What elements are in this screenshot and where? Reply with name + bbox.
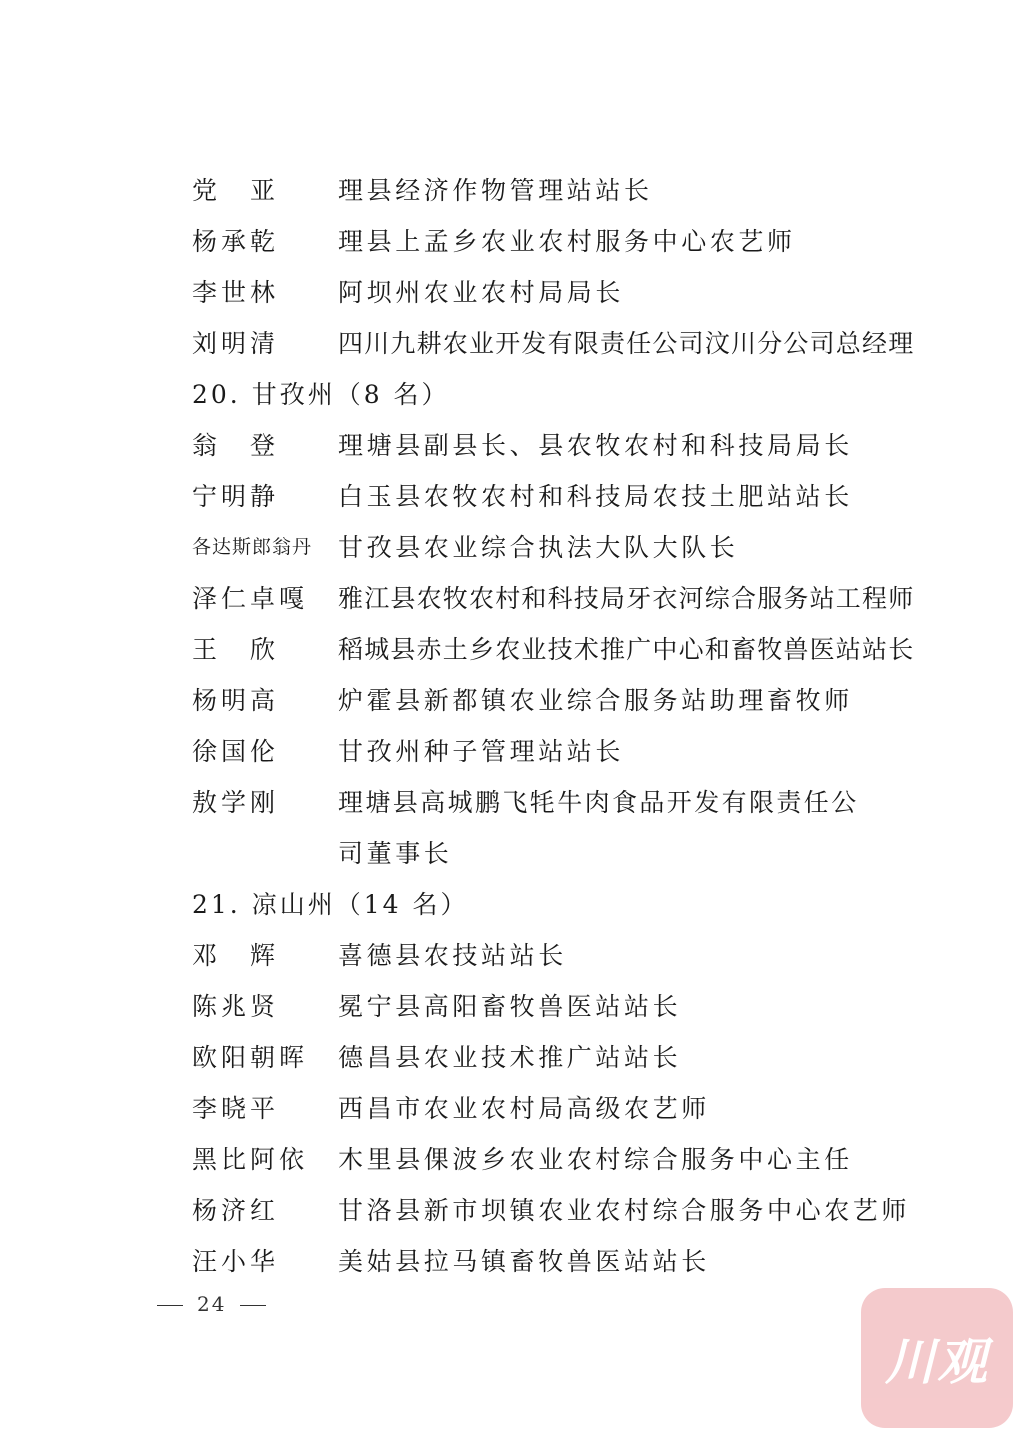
person-title: 理县上孟乡农业农村服务中心农艺师 xyxy=(338,226,796,256)
list-item xyxy=(192,775,912,826)
person-name: 李晓平 xyxy=(192,1093,280,1123)
name-list xyxy=(192,163,915,1285)
page-number: 24 xyxy=(197,1292,227,1316)
person-name: 黑比阿依 xyxy=(192,1144,309,1174)
list-item xyxy=(192,979,912,1030)
person-title: 炉霍县新都镇农业综合服务站助理畜牧师 xyxy=(338,685,853,715)
list-item xyxy=(192,265,912,316)
person-name: 徐国伦 xyxy=(192,736,280,766)
section-heading-ganzi: 20. 甘孜州（8 名） xyxy=(192,379,450,409)
person-name: 陈兆贤 xyxy=(192,991,280,1021)
person-title: 冕宁县高阳畜牧兽医站站长 xyxy=(338,991,682,1021)
person-name: 杨承乾 xyxy=(192,226,280,256)
list-item xyxy=(192,673,912,724)
person-name: 杨明高 xyxy=(192,685,280,715)
list-item xyxy=(192,1081,912,1132)
person-title: 稻城县赤土乡农业技术推广中心和畜牧兽医站站长 xyxy=(338,634,915,664)
list-item xyxy=(192,1234,912,1285)
person-name: 王 欣 xyxy=(192,634,280,664)
list-item xyxy=(192,622,915,673)
person-title: 美姑县拉马镇畜牧兽医站站长 xyxy=(338,1246,710,1276)
section-heading-liangshan: 21. 凉山州（14 名） xyxy=(192,889,469,919)
list-item xyxy=(192,1183,912,1234)
watermark-logo xyxy=(861,1288,1013,1428)
person-title: 阿坝州农业农村局局长 xyxy=(338,277,625,307)
person-title: 甘洛县新市坝镇农业农村综合服务中心农艺师 xyxy=(338,1195,911,1225)
list-item xyxy=(192,316,915,367)
list-item xyxy=(192,724,912,775)
watermark-text: 川观 xyxy=(885,1333,989,1391)
person-name: 李世林 xyxy=(192,277,280,307)
person-name: 杨济红 xyxy=(192,1195,280,1225)
person-title: 喜德县农技站站长 xyxy=(338,940,567,970)
person-title: 西昌市农业农村局高级农艺师 xyxy=(338,1093,710,1123)
person-name: 各达斯郎翁丹 xyxy=(192,536,313,558)
list-item xyxy=(192,571,915,622)
person-name: 翁 登 xyxy=(192,430,280,460)
footer-dash-left xyxy=(157,1305,183,1306)
list-item-continuation xyxy=(192,826,912,877)
person-name: 敖学刚 xyxy=(192,787,280,817)
person-title: 甘孜州种子管理站站长 xyxy=(338,736,625,766)
page-footer xyxy=(143,1292,280,1316)
person-name: 邓 辉 xyxy=(192,940,280,970)
person-title: 甘孜县农业综合执法大队大队长 xyxy=(338,532,739,562)
list-item xyxy=(192,928,912,979)
person-name: 泽仁卓嘎 xyxy=(192,583,309,613)
person-name: 党 亚 xyxy=(192,175,280,205)
person-title: 理县经济作物管理站站长 xyxy=(338,175,653,205)
person-title: 四川九耕农业开发有限责任公司汶川分公司总经理 xyxy=(338,328,915,358)
person-title-continuation: 司董事长 xyxy=(338,838,453,868)
person-title: 木里县倮波乡农业农村综合服务中心主任 xyxy=(338,1144,853,1174)
list-item xyxy=(192,520,912,571)
person-name: 宁明静 xyxy=(192,481,280,511)
list-item xyxy=(192,214,912,265)
list-item xyxy=(192,1132,912,1183)
person-name: 汪小华 xyxy=(192,1246,280,1276)
person-title: 白玉县农牧农村和科技局农技土肥站站长 xyxy=(338,481,853,511)
list-item xyxy=(192,469,912,520)
footer-dash-right xyxy=(240,1305,266,1306)
person-name: 刘明清 xyxy=(192,328,280,358)
person-title: 理塘县副县长、县农牧农村和科技局局长 xyxy=(338,430,853,460)
person-title: 德昌县农业技术推广站站长 xyxy=(338,1042,682,1072)
list-item xyxy=(192,163,912,214)
person-name: 欧阳朝晖 xyxy=(192,1042,309,1072)
person-title: 雅江县农牧农村和科技局牙衣河综合服务站工程师 xyxy=(338,583,915,613)
person-title: 理塘县高城鹏飞牦牛肉食品开发有限责任公 xyxy=(338,787,859,817)
list-item xyxy=(192,418,912,469)
list-item xyxy=(192,1030,912,1081)
